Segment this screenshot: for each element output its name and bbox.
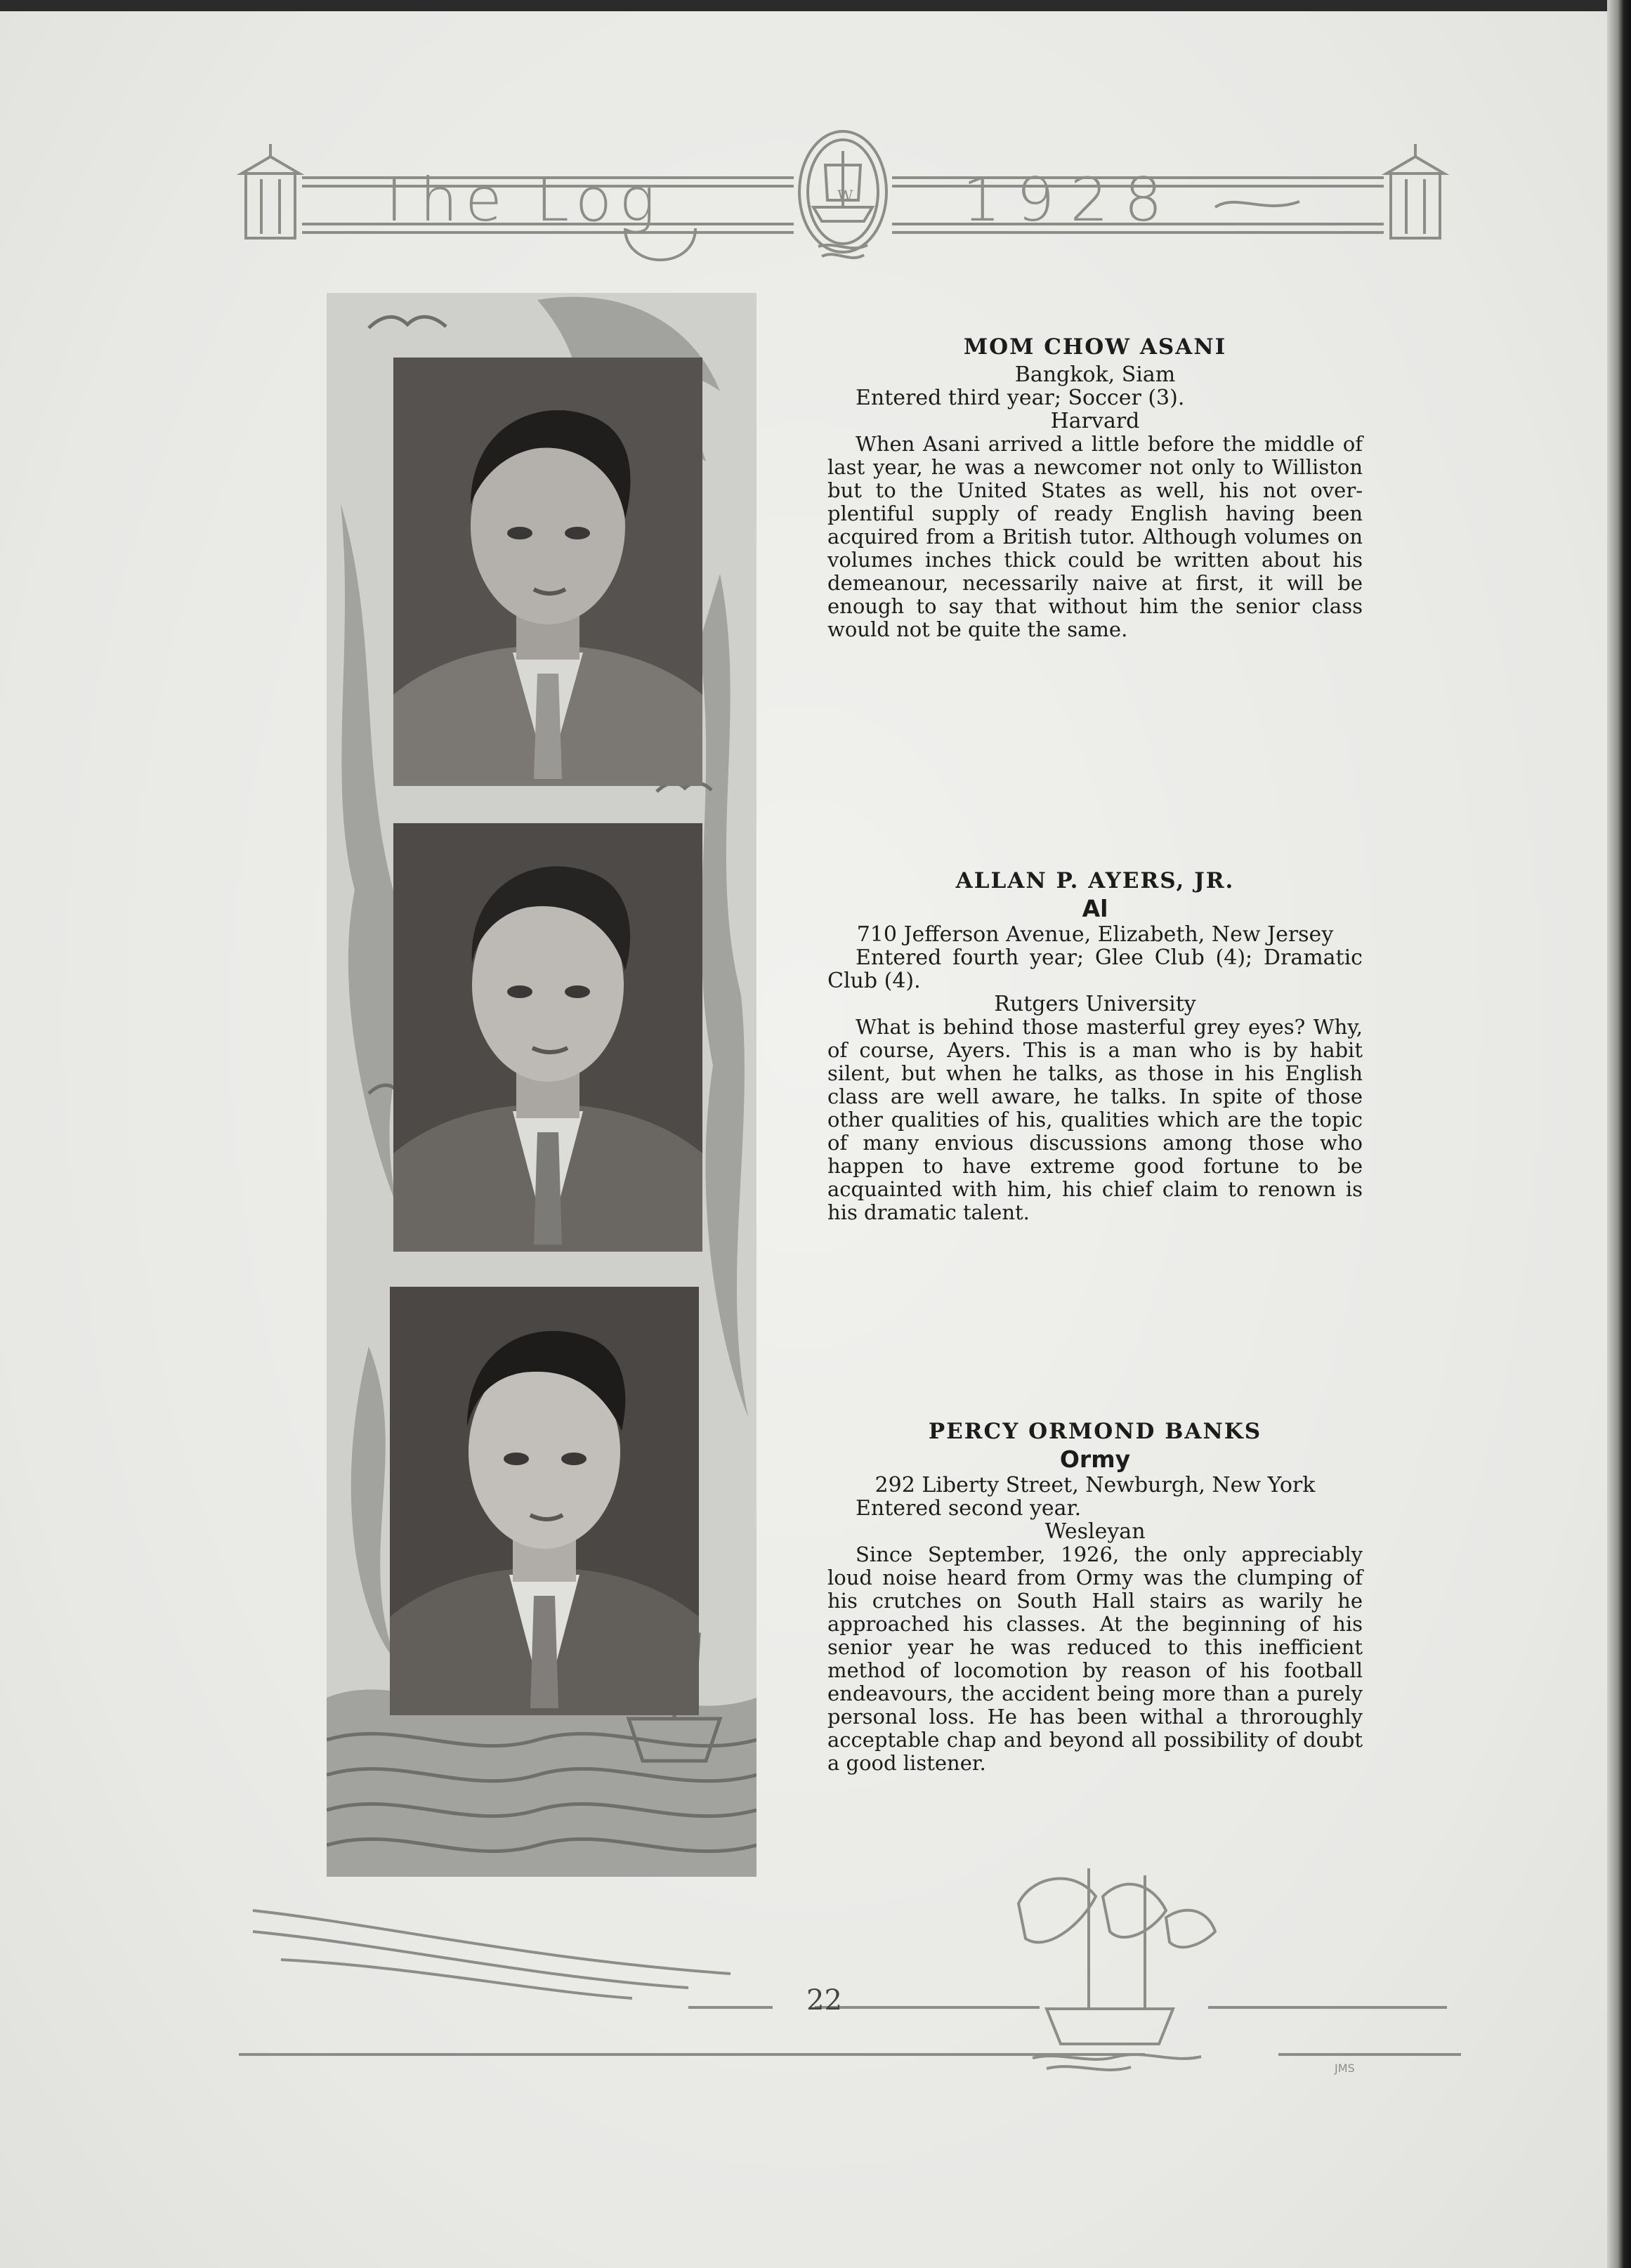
header-banner [232, 123, 1454, 263]
student-activities: Entered fourth year; Glee Club (4); Dramatic Club (4). [827, 945, 1363, 993]
student-bio: When Asani arrived a little before the middle of last year, he was a newcomer not only to Williston but to the United States as well, his not over-plentiful supply of ready English having been acquired from a British tutor. Although volumes on volumes inches thick could be written about his demeanour, necessarily naive at first, it will be enough to say that without him the senior class would not be quite the same. [827, 432, 1363, 641]
student-college: Rutgers University [994, 992, 1196, 1016]
student-name: PERCY ORMOND BANKS [928, 1419, 1262, 1444]
right-lantern-icon [1391, 173, 1440, 238]
portrait-banks [390, 1287, 699, 1715]
portrait-ayers [393, 823, 702, 1252]
student-name: ALLAN P. AYERS, JR. [955, 868, 1235, 893]
yearbook-title: The Log [376, 165, 662, 235]
student-activities: Entered third year; Soccer (3). [856, 386, 1185, 410]
footer-ship-icon [1018, 1879, 1096, 1943]
senior-entry [827, 870, 1363, 1224]
artist-mark: JMS [1335, 2061, 1355, 2075]
student-address: 710 Jefferson Avenue, Elizabeth, New Jersey [856, 922, 1334, 947]
student-college: Wesleyan [1044, 1519, 1146, 1544]
student-nickname: Al [1082, 895, 1108, 922]
student-address: 292 Liberty Street, Newburgh, New York [875, 1473, 1316, 1497]
student-activities: Entered second year. [856, 1496, 1082, 1521]
student-college: Harvard [1050, 409, 1140, 433]
scan-top-edge [0, 0, 1631, 11]
crest-letter: W [837, 188, 853, 206]
senior-entry [827, 1420, 1363, 1775]
yearbook-year: 1928 [962, 165, 1178, 235]
student-address: Bangkok, Siam [1014, 362, 1176, 387]
page-number: 22 [806, 1984, 842, 2017]
scan-right-edge [1607, 0, 1631, 2268]
left-lantern-icon [246, 173, 295, 238]
student-bio: Since September, 1926, the only appreciably loud noise heard from Ormy was the clumping of his crutches on South Hall stairs as warily he approached his classes. At the beginning of his senior year he was reduced to this inefficient method of locomotion by reason of his football endeavours, the accident being more than a purely personal loss. He has been withal a throroughly acceptable chap and beyond all possibility of doubt a good listener. [827, 1542, 1363, 1775]
photo-column [327, 293, 756, 1877]
senior-entry [827, 336, 1363, 641]
student-bio: What is behind those masterful grey eyes? Why, of course, Ayers. This is a man who is by habit silent, but when he talks, as those in his English class are well aware, he talks. In spite of those other qualities of his, qualities which are the topic of many envious discussions among those who happen to have extreme good fortune to be acquainted with him, his chief claim to renown is his dramatic talent. [827, 1015, 1363, 1224]
seagull-icon [369, 317, 446, 328]
student-nickname: Ormy [1059, 1446, 1131, 1473]
student-name: MOM CHOW ASANI [963, 334, 1227, 360]
portrait-asani [393, 358, 702, 786]
footer-ornament [239, 1854, 1461, 2086]
